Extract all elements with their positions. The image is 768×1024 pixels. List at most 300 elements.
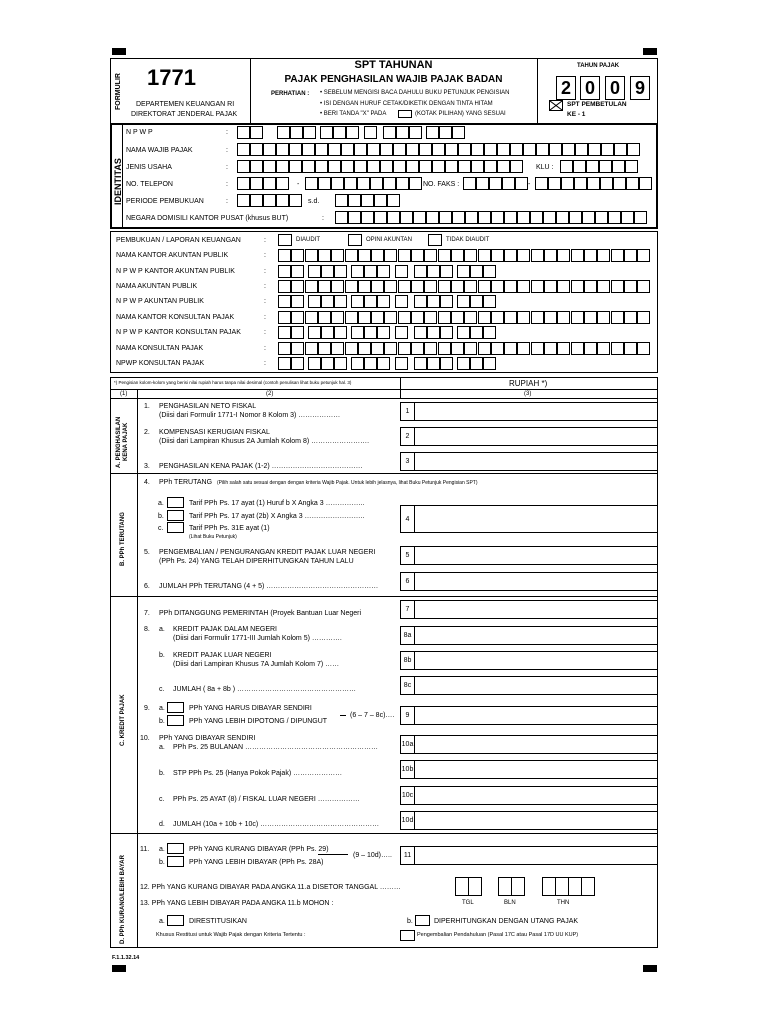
laporan-npwp-cell[interactable] — [364, 265, 377, 278]
periode-end-cell[interactable] — [374, 194, 387, 207]
nama-wp-cell[interactable] — [549, 143, 562, 156]
klu-cell[interactable] — [599, 160, 612, 173]
thn-digit-2[interactable] — [555, 877, 569, 896]
laporan-name-cell[interactable] — [358, 342, 371, 355]
jenis-usaha-cell[interactable] — [380, 160, 393, 173]
laporan-name-cell[interactable] — [611, 342, 624, 355]
laporan-name-cell[interactable] — [544, 249, 557, 262]
nama-wp-cell[interactable] — [484, 143, 497, 156]
amount-field-8a[interactable] — [414, 626, 658, 645]
jenis-usaha-cell[interactable] — [367, 160, 380, 173]
laporan-name-cell[interactable] — [531, 280, 544, 293]
amount-field-8b[interactable] — [414, 651, 658, 670]
laporan-name-cell[interactable] — [637, 342, 650, 355]
npwp-cell[interactable] — [333, 126, 346, 139]
laporan-npwp-cell[interactable] — [483, 326, 496, 339]
klu-cell[interactable] — [612, 160, 625, 173]
laporan-name-cell[interactable] — [331, 249, 344, 262]
laporan-name-cell[interactable] — [345, 342, 358, 355]
faks-cell[interactable] — [574, 177, 587, 190]
laporan-name-cell[interactable] — [291, 249, 304, 262]
telepon-cell[interactable] — [344, 177, 357, 190]
laporan-name-cell[interactable] — [571, 249, 584, 262]
laporan-name-cell[interactable] — [517, 249, 530, 262]
negara-cell[interactable] — [465, 211, 478, 224]
laporan-name-cell[interactable] — [624, 280, 637, 293]
amount-field-4[interactable] — [414, 505, 658, 533]
periode-end-cell[interactable] — [335, 194, 348, 207]
laporan-name-cell[interactable] — [597, 342, 610, 355]
npwp-cell[interactable] — [452, 126, 465, 139]
amount-field-7[interactable] — [414, 600, 658, 619]
laporan-name-cell[interactable] — [398, 342, 411, 355]
laporan-name-cell[interactable] — [278, 280, 291, 293]
year-digit[interactable]: 0 — [580, 76, 600, 100]
jenis-usaha-cell[interactable] — [289, 160, 302, 173]
bln-digit-2[interactable] — [511, 877, 525, 896]
laporan-npwp-cell[interactable] — [321, 295, 334, 308]
laporan-name-cell[interactable] — [637, 280, 650, 293]
tgl-digit-1[interactable] — [455, 877, 469, 896]
laporan-name-cell[interactable] — [571, 311, 584, 324]
laporan-name-cell[interactable] — [424, 249, 437, 262]
laporan-name-cell[interactable] — [278, 311, 291, 324]
laporan-name-cell[interactable] — [318, 249, 331, 262]
laporan-name-cell[interactable] — [451, 311, 464, 324]
laporan-name-cell[interactable] — [318, 311, 331, 324]
laporan-name-cell[interactable] — [624, 311, 637, 324]
amount-field-10b[interactable] — [414, 760, 658, 779]
thn-digit-1[interactable] — [542, 877, 556, 896]
laporan-npwp-cell[interactable] — [321, 326, 334, 339]
nama-wp-cell[interactable] — [536, 143, 549, 156]
laporan-npwp-cell[interactable] — [364, 326, 377, 339]
klu-cell[interactable] — [560, 160, 573, 173]
laporan-name-cell[interactable] — [278, 342, 291, 355]
nama-wp-cell[interactable] — [406, 143, 419, 156]
amount-field-11[interactable] — [414, 846, 658, 865]
faks-cell[interactable] — [535, 177, 548, 190]
faks-cell[interactable] — [639, 177, 652, 190]
nama-wp-cell[interactable] — [588, 143, 601, 156]
laporan-npwp-cell[interactable] — [470, 265, 483, 278]
laporan-npwp-cell[interactable] — [351, 265, 364, 278]
laporan-name-cell[interactable] — [584, 280, 597, 293]
faks-cell[interactable] — [561, 177, 574, 190]
laporan-name-cell[interactable] — [611, 249, 624, 262]
faks-area-cell[interactable] — [489, 177, 502, 190]
jenis-usaha-cell[interactable] — [341, 160, 354, 173]
laporan-name-cell[interactable] — [384, 249, 397, 262]
nama-wp-cell[interactable] — [393, 143, 406, 156]
laporan-npwp-cell[interactable] — [308, 326, 321, 339]
laporan-npwp-cell[interactable] — [414, 295, 427, 308]
year-digit[interactable]: 2 — [556, 76, 576, 100]
laporan-name-cell[interactable] — [531, 249, 544, 262]
faks-cell[interactable] — [626, 177, 639, 190]
laporan-name-cell[interactable] — [571, 280, 584, 293]
negara-cell[interactable] — [439, 211, 452, 224]
nama-wp-cell[interactable] — [250, 143, 263, 156]
laporan-name-cell[interactable] — [544, 280, 557, 293]
laporan-name-cell[interactable] — [438, 311, 451, 324]
nama-wp-cell[interactable] — [289, 143, 302, 156]
amount-field-10d[interactable] — [414, 811, 658, 830]
laporan-name-cell[interactable] — [358, 311, 371, 324]
laporan-npwp-cell[interactable] — [377, 265, 390, 278]
laporan-name-cell[interactable] — [464, 342, 477, 355]
telepon-cell[interactable] — [396, 177, 409, 190]
negara-cell[interactable] — [504, 211, 517, 224]
laporan-name-cell[interactable] — [371, 249, 384, 262]
nama-wp-cell[interactable] — [497, 143, 510, 156]
nama-wp-cell[interactable] — [263, 143, 276, 156]
laporan-name-cell[interactable] — [597, 249, 610, 262]
jenis-usaha-cell[interactable] — [510, 160, 523, 173]
klu-cell[interactable] — [573, 160, 586, 173]
laporan-name-cell[interactable] — [331, 311, 344, 324]
laporan-name-cell[interactable] — [278, 249, 291, 262]
laporan-name-cell[interactable] — [544, 311, 557, 324]
laporan-name-cell[interactable] — [557, 342, 570, 355]
laporan-name-cell[interactable] — [597, 311, 610, 324]
nama-wp-cell[interactable] — [458, 143, 471, 156]
faks-cell[interactable] — [548, 177, 561, 190]
laporan-name-cell[interactable] — [557, 249, 570, 262]
laporan-npwp-cell[interactable] — [308, 295, 321, 308]
bln-digit-1[interactable] — [498, 877, 512, 896]
periode-start-cell[interactable] — [263, 194, 276, 207]
laporan-name-cell[interactable] — [411, 342, 424, 355]
laporan-name-cell[interactable] — [557, 311, 570, 324]
laporan-name-cell[interactable] — [544, 342, 557, 355]
periode-start-cell[interactable] — [250, 194, 263, 207]
faks-cell[interactable] — [613, 177, 626, 190]
laporan-npwp-cell[interactable] — [278, 326, 291, 339]
laporan-name-cell[interactable] — [305, 249, 318, 262]
telepon-area-cell[interactable] — [276, 177, 289, 190]
laporan-npwp-cell[interactable] — [377, 295, 390, 308]
laporan-npwp-cell[interactable] — [395, 265, 408, 278]
laporan-npwp-cell[interactable] — [278, 265, 291, 278]
negara-cell[interactable] — [491, 211, 504, 224]
laporan-name-cell[interactable] — [624, 342, 637, 355]
nama-wp-cell[interactable] — [354, 143, 367, 156]
laporan-name-cell[interactable] — [424, 280, 437, 293]
telepon-cell[interactable] — [370, 177, 383, 190]
tidak-diaudit-checkbox[interactable] — [428, 234, 442, 246]
npwp-cell[interactable] — [439, 126, 452, 139]
laporan-name-cell[interactable] — [291, 342, 304, 355]
laporan-npwp-cell[interactable] — [351, 357, 364, 370]
laporan-name-cell[interactable] — [398, 249, 411, 262]
telepon-cell[interactable] — [357, 177, 370, 190]
laporan-name-cell[interactable] — [438, 342, 451, 355]
negara-cell[interactable] — [517, 211, 530, 224]
laporan-name-cell[interactable] — [411, 311, 424, 324]
nama-wp-cell[interactable] — [276, 143, 289, 156]
laporan-name-cell[interactable] — [478, 249, 491, 262]
nama-wp-cell[interactable] — [445, 143, 458, 156]
amount-field-10a[interactable] — [414, 735, 658, 754]
telepon-area-cell[interactable] — [263, 177, 276, 190]
laporan-npwp-cell[interactable] — [395, 357, 408, 370]
laporan-npwp-cell[interactable] — [457, 265, 470, 278]
item-9b-checkbox[interactable] — [167, 715, 184, 726]
tgl-digit-2[interactable] — [468, 877, 482, 896]
laporan-npwp-cell[interactable] — [308, 357, 321, 370]
nama-wp-cell[interactable] — [380, 143, 393, 156]
laporan-npwp-cell[interactable] — [440, 265, 453, 278]
jenis-usaha-cell[interactable] — [445, 160, 458, 173]
laporan-npwp-cell[interactable] — [321, 357, 334, 370]
jenis-usaha-cell[interactable] — [328, 160, 341, 173]
negara-cell[interactable] — [530, 211, 543, 224]
laporan-npwp-cell[interactable] — [470, 326, 483, 339]
nama-wp-cell[interactable] — [601, 143, 614, 156]
laporan-name-cell[interactable] — [451, 342, 464, 355]
npwp-cell[interactable] — [250, 126, 263, 139]
year-digit[interactable]: 9 — [630, 76, 650, 100]
nama-wp-cell[interactable] — [315, 143, 328, 156]
telepon-area-cell[interactable] — [250, 177, 263, 190]
laporan-name-cell[interactable] — [384, 342, 397, 355]
laporan-name-cell[interactable] — [491, 280, 504, 293]
item-4b-checkbox[interactable] — [167, 510, 184, 521]
jenis-usaha-cell[interactable] — [250, 160, 263, 173]
amount-field-10c[interactable] — [414, 786, 658, 805]
negara-cell[interactable] — [452, 211, 465, 224]
faks-cell[interactable] — [600, 177, 613, 190]
laporan-name-cell[interactable] — [451, 249, 464, 262]
laporan-name-cell[interactable] — [371, 311, 384, 324]
item-13b-checkbox[interactable] — [415, 915, 430, 926]
laporan-npwp-cell[interactable] — [291, 357, 304, 370]
laporan-name-cell[interactable] — [624, 249, 637, 262]
laporan-name-cell[interactable] — [345, 311, 358, 324]
jenis-usaha-cell[interactable] — [471, 160, 484, 173]
laporan-npwp-cell[interactable] — [321, 265, 334, 278]
nama-wp-cell[interactable] — [237, 143, 250, 156]
npwp-cell[interactable] — [237, 126, 250, 139]
telepon-cell[interactable] — [331, 177, 344, 190]
laporan-name-cell[interactable] — [464, 280, 477, 293]
laporan-name-cell[interactable] — [637, 249, 650, 262]
laporan-name-cell[interactable] — [531, 311, 544, 324]
laporan-npwp-cell[interactable] — [291, 265, 304, 278]
laporan-npwp-cell[interactable] — [457, 295, 470, 308]
nama-wp-cell[interactable] — [562, 143, 575, 156]
laporan-name-cell[interactable] — [384, 311, 397, 324]
laporan-npwp-cell[interactable] — [377, 357, 390, 370]
laporan-name-cell[interactable] — [305, 280, 318, 293]
laporan-name-cell[interactable] — [358, 249, 371, 262]
telepon-area-cell[interactable] — [237, 177, 250, 190]
laporan-name-cell[interactable] — [291, 311, 304, 324]
amount-field-5[interactable] — [414, 546, 658, 565]
laporan-name-cell[interactable] — [491, 249, 504, 262]
negara-cell[interactable] — [478, 211, 491, 224]
jenis-usaha-cell[interactable] — [497, 160, 510, 173]
laporan-name-cell[interactable] — [438, 280, 451, 293]
laporan-npwp-cell[interactable] — [440, 357, 453, 370]
npwp-cell[interactable] — [320, 126, 333, 139]
nama-wp-cell[interactable] — [367, 143, 380, 156]
laporan-npwp-cell[interactable] — [470, 357, 483, 370]
laporan-name-cell[interactable] — [345, 280, 358, 293]
item-13a-checkbox[interactable] — [167, 915, 184, 926]
negara-cell[interactable] — [634, 211, 647, 224]
laporan-npwp-cell[interactable] — [308, 265, 321, 278]
laporan-name-cell[interactable] — [411, 249, 424, 262]
faks-area-cell[interactable] — [502, 177, 515, 190]
laporan-name-cell[interactable] — [611, 311, 624, 324]
item-11a-checkbox[interactable] — [167, 843, 184, 854]
npwp-cell[interactable] — [277, 126, 290, 139]
periode-start-cell[interactable] — [276, 194, 289, 207]
klu-cell[interactable] — [625, 160, 638, 173]
laporan-name-cell[interactable] — [291, 280, 304, 293]
laporan-npwp-cell[interactable] — [395, 326, 408, 339]
laporan-npwp-cell[interactable] — [334, 357, 347, 370]
nama-wp-cell[interactable] — [341, 143, 354, 156]
laporan-npwp-cell[interactable] — [351, 326, 364, 339]
laporan-npwp-cell[interactable] — [364, 357, 377, 370]
laporan-name-cell[interactable] — [371, 280, 384, 293]
laporan-name-cell[interactable] — [478, 342, 491, 355]
thn-digit-4[interactable] — [581, 877, 595, 896]
laporan-npwp-cell[interactable] — [278, 295, 291, 308]
faks-cell[interactable] — [587, 177, 600, 190]
laporan-npwp-cell[interactable] — [334, 326, 347, 339]
negara-cell[interactable] — [608, 211, 621, 224]
klu-cell[interactable] — [586, 160, 599, 173]
laporan-name-cell[interactable] — [611, 280, 624, 293]
item-4c-checkbox[interactable] — [167, 522, 184, 533]
laporan-name-cell[interactable] — [504, 311, 517, 324]
laporan-name-cell[interactable] — [584, 249, 597, 262]
laporan-npwp-cell[interactable] — [414, 357, 427, 370]
amount-field-6[interactable] — [414, 572, 658, 591]
laporan-name-cell[interactable] — [305, 311, 318, 324]
nama-wp-cell[interactable] — [471, 143, 484, 156]
laporan-name-cell[interactable] — [531, 342, 544, 355]
laporan-name-cell[interactable] — [637, 311, 650, 324]
npwp-cell[interactable] — [396, 126, 409, 139]
laporan-npwp-cell[interactable] — [483, 295, 496, 308]
jenis-usaha-cell[interactable] — [406, 160, 419, 173]
item-4a-checkbox[interactable] — [167, 497, 184, 508]
nama-wp-cell[interactable] — [328, 143, 341, 156]
laporan-name-cell[interactable] — [398, 280, 411, 293]
jenis-usaha-cell[interactable] — [458, 160, 471, 173]
laporan-name-cell[interactable] — [331, 280, 344, 293]
npwp-cell[interactable] — [346, 126, 359, 139]
negara-cell[interactable] — [426, 211, 439, 224]
amount-field-2[interactable] — [414, 427, 658, 446]
pengembalian-checkbox[interactable] — [400, 930, 415, 941]
laporan-name-cell[interactable] — [478, 280, 491, 293]
jenis-usaha-cell[interactable] — [302, 160, 315, 173]
amount-field-9[interactable] — [414, 706, 658, 725]
laporan-name-cell[interactable] — [584, 311, 597, 324]
negara-cell[interactable] — [400, 211, 413, 224]
laporan-npwp-cell[interactable] — [377, 326, 390, 339]
diaudit-checkbox[interactable] — [278, 234, 292, 246]
laporan-name-cell[interactable] — [491, 311, 504, 324]
jenis-usaha-cell[interactable] — [419, 160, 432, 173]
periode-end-cell[interactable] — [387, 194, 400, 207]
laporan-name-cell[interactable] — [491, 342, 504, 355]
amount-field-3[interactable] — [414, 452, 658, 471]
negara-cell[interactable] — [621, 211, 634, 224]
laporan-name-cell[interactable] — [451, 280, 464, 293]
jenis-usaha-cell[interactable] — [276, 160, 289, 173]
opini-akuntan-checkbox[interactable] — [348, 234, 362, 246]
laporan-name-cell[interactable] — [424, 311, 437, 324]
laporan-name-cell[interactable] — [504, 280, 517, 293]
laporan-npwp-cell[interactable] — [334, 265, 347, 278]
negara-cell[interactable] — [582, 211, 595, 224]
periode-end-cell[interactable] — [361, 194, 374, 207]
laporan-npwp-cell[interactable] — [457, 357, 470, 370]
laporan-npwp-cell[interactable] — [291, 326, 304, 339]
laporan-npwp-cell[interactable] — [414, 265, 427, 278]
laporan-name-cell[interactable] — [371, 342, 384, 355]
laporan-npwp-cell[interactable] — [427, 357, 440, 370]
laporan-npwp-cell[interactable] — [427, 326, 440, 339]
laporan-npwp-cell[interactable] — [457, 326, 470, 339]
laporan-npwp-cell[interactable] — [334, 295, 347, 308]
telepon-cell[interactable] — [318, 177, 331, 190]
laporan-name-cell[interactable] — [331, 342, 344, 355]
nama-wp-cell[interactable] — [302, 143, 315, 156]
laporan-npwp-cell[interactable] — [483, 265, 496, 278]
laporan-npwp-cell[interactable] — [351, 295, 364, 308]
laporan-name-cell[interactable] — [318, 342, 331, 355]
faks-area-cell[interactable] — [463, 177, 476, 190]
periode-start-cell[interactable] — [237, 194, 250, 207]
negara-cell[interactable] — [569, 211, 582, 224]
laporan-name-cell[interactable] — [478, 311, 491, 324]
negara-cell[interactable] — [348, 211, 361, 224]
jenis-usaha-cell[interactable] — [432, 160, 445, 173]
laporan-name-cell[interactable] — [464, 311, 477, 324]
laporan-npwp-cell[interactable] — [440, 295, 453, 308]
laporan-name-cell[interactable] — [438, 249, 451, 262]
npwp-cell[interactable] — [364, 126, 377, 139]
laporan-npwp-cell[interactable] — [291, 295, 304, 308]
laporan-npwp-cell[interactable] — [440, 326, 453, 339]
laporan-name-cell[interactable] — [424, 342, 437, 355]
laporan-name-cell[interactable] — [358, 280, 371, 293]
amount-field-1[interactable] — [414, 402, 658, 421]
telepon-cell[interactable] — [409, 177, 422, 190]
laporan-npwp-cell[interactable] — [414, 326, 427, 339]
npwp-cell[interactable] — [290, 126, 303, 139]
jenis-usaha-cell[interactable] — [354, 160, 367, 173]
npwp-cell[interactable] — [409, 126, 422, 139]
year-digit[interactable]: 0 — [605, 76, 625, 100]
telepon-cell[interactable] — [305, 177, 318, 190]
telepon-cell[interactable] — [383, 177, 396, 190]
amount-field-8c[interactable] — [414, 676, 658, 695]
laporan-npwp-cell[interactable] — [395, 295, 408, 308]
nama-wp-cell[interactable] — [523, 143, 536, 156]
item-11b-checkbox[interactable] — [167, 856, 184, 867]
laporan-name-cell[interactable] — [398, 311, 411, 324]
thn-digit-3[interactable] — [568, 877, 582, 896]
